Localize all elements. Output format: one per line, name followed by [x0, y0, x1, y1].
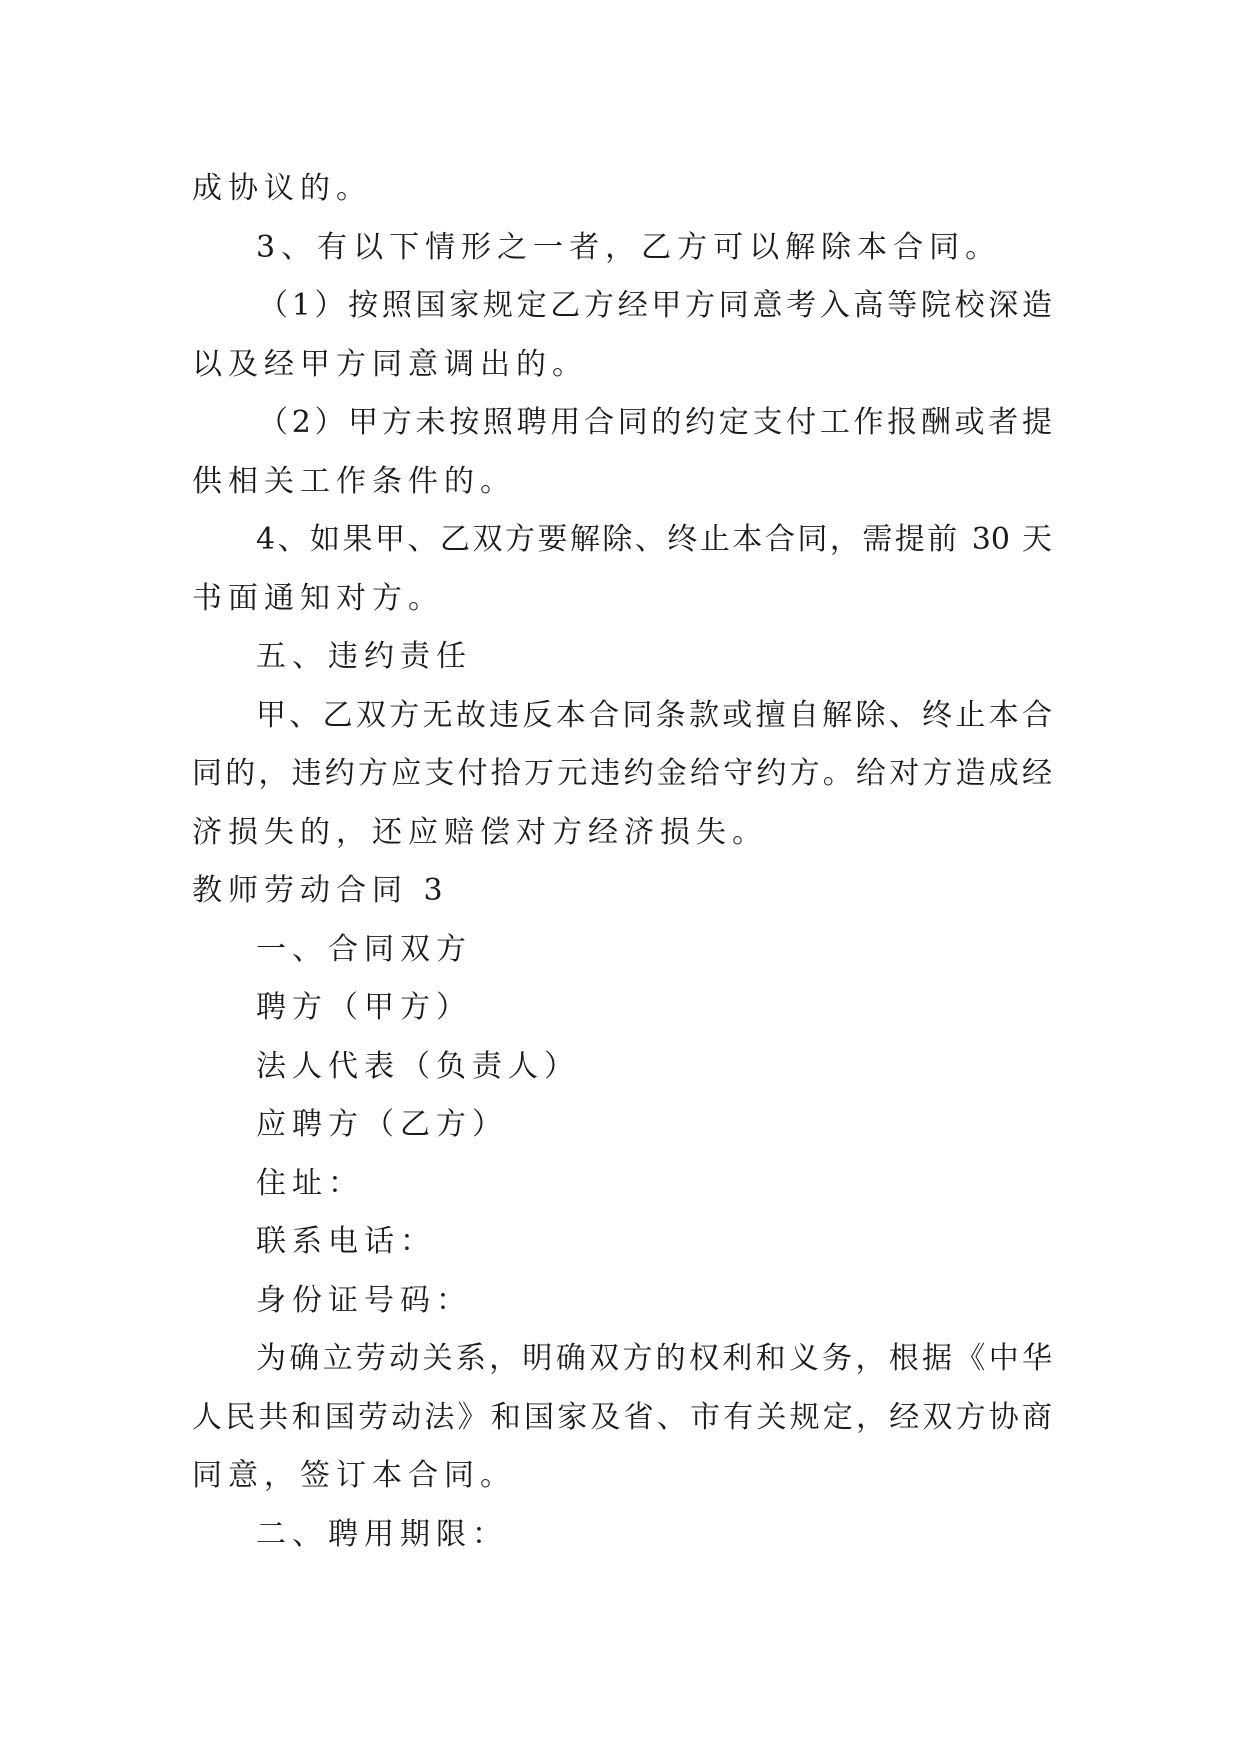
section-2-heading: 二、聘用期限： — [256, 1516, 508, 1552]
clause-3-item-2-line-2: 供相关工作条件的。 — [192, 463, 516, 499]
clause-3-item-1-line-2: 以及经甲方同意调出的。 — [192, 346, 588, 382]
breach-paragraph-line-1: 甲、乙双方无故违反本合同条款或擅自解除、终止本合 — [256, 697, 1052, 733]
employer-label: 聘方（甲方） — [256, 990, 472, 1025]
breach-paragraph-line-2: 同的，违约方应支付拾万元违约金给守约方。给对方造成经 — [192, 756, 1052, 791]
id-number-label: 身份证号码： — [256, 1282, 472, 1318]
clause-4-line-2: 书面通知对方。 — [192, 580, 444, 616]
section-1-heading: 一、合同双方 — [256, 931, 472, 967]
clause-3-heading: 3、有以下情形之一者，乙方可以解除本合同。 — [256, 229, 1002, 265]
clause-3-item-2-line-1: （2）甲方未按照聘用合同的约定支付工作报酬或者提 — [258, 405, 1052, 440]
preamble-line-1: 为确立劳动关系，明确双方的权利和义务，根据《中华 — [256, 1341, 1052, 1376]
address-label: 住址： — [256, 1165, 364, 1201]
section-5-heading: 五、违约责任 — [256, 639, 472, 674]
paragraph-line: 成协议的。 — [192, 171, 372, 206]
employee-label: 应聘方（乙方） — [256, 1107, 508, 1142]
contract-title: 教师劳动合同 3 — [192, 873, 449, 908]
phone-label: 联系电话： — [256, 1224, 436, 1259]
preamble-line-2: 人民共和国劳动法》和国家及省、市有关规定，经双方协商 — [192, 1399, 1052, 1435]
document-body — [192, 160, 1052, 1564]
clause-3-item-1-line-1: （1）按照国家规定乙方经甲方同意考入高等院校深造 — [258, 288, 1052, 323]
breach-paragraph-line-3: 济损失的，还应赔偿对方经济损失。 — [192, 814, 768, 850]
legal-representative-label: 法人代表（负责人） — [256, 1048, 580, 1084]
clause-4-line-1: 4、如果甲、乙双方要解除、终止本合同，需提前 30 天 — [256, 522, 1052, 557]
preamble-line-3: 同意，签订本合同。 — [192, 1458, 516, 1493]
